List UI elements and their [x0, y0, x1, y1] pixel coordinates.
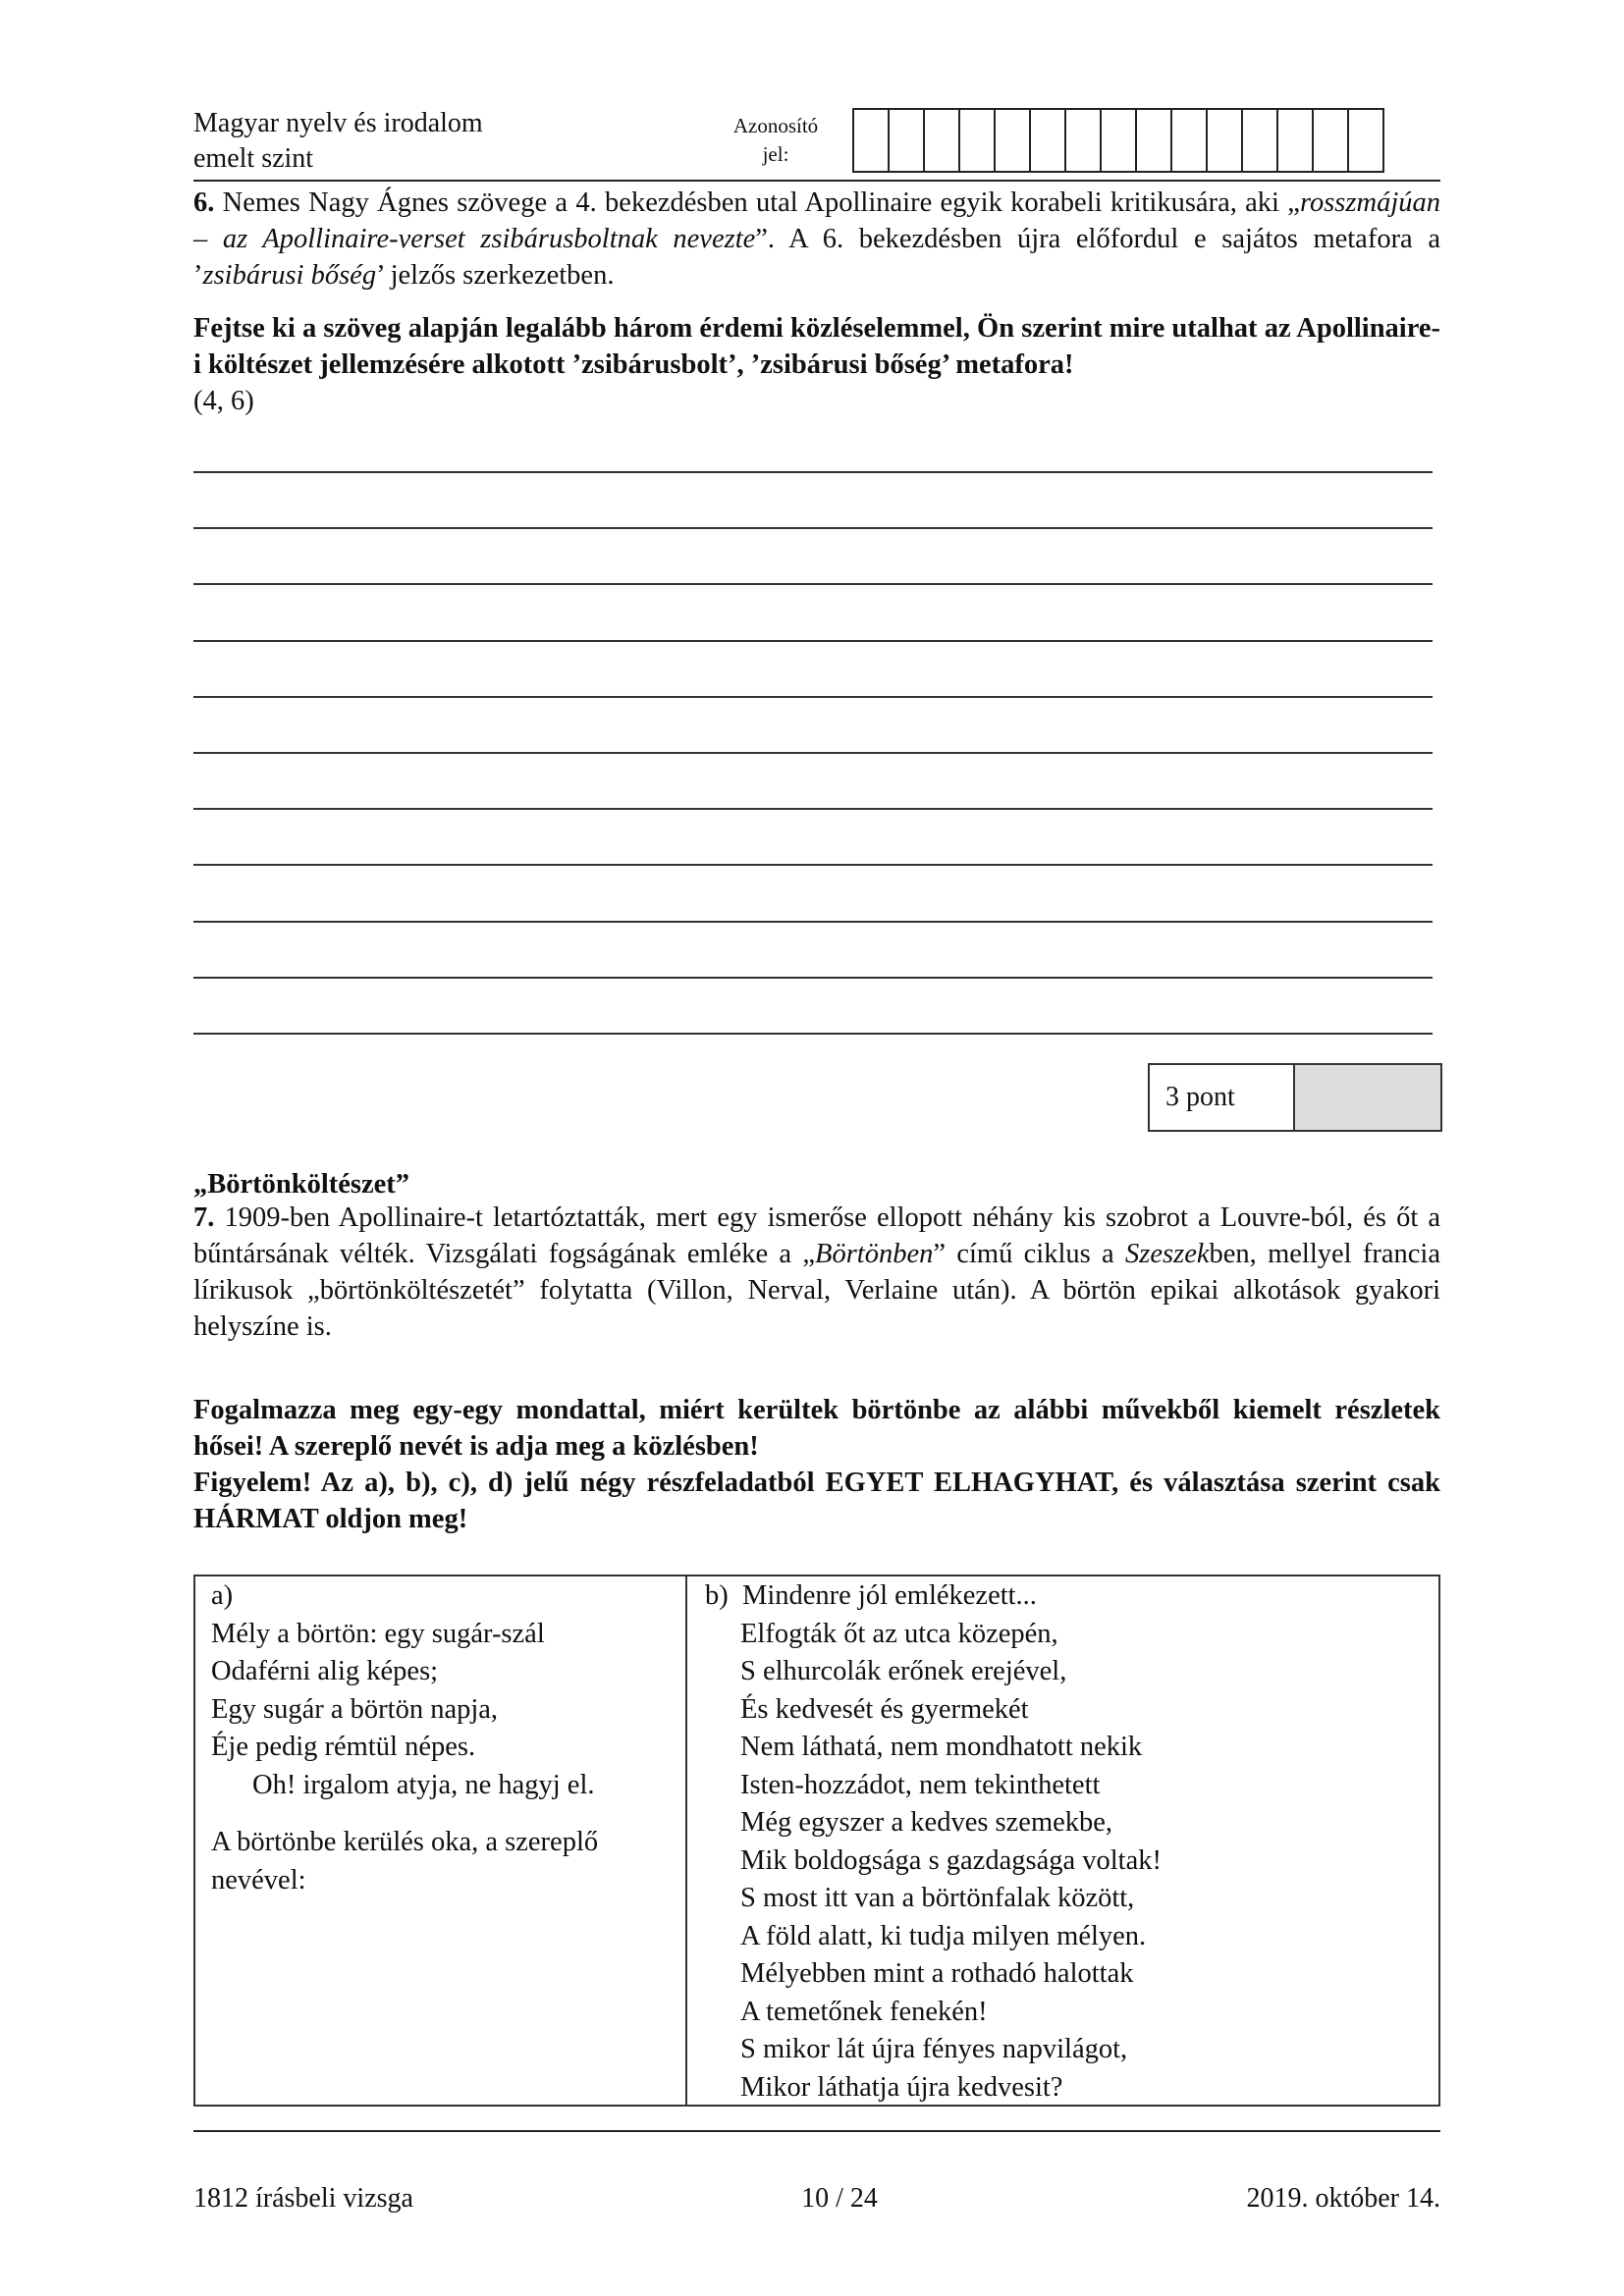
- answer-line[interactable]: [193, 977, 1433, 979]
- excerpt-a: a) Mély a börtön: egy sugár-szál Odaférni alig képes; Egy sugár a börtön napja, Éje pedig rémtül népes. Oh! irgalom atyja, ne hagyj el. A börtönbe kerülés oka, a szereplő nevével:: [195, 1576, 687, 2105]
- id-digit-box[interactable]: [1276, 108, 1314, 173]
- task6-number: 6.: [193, 187, 215, 218]
- excerpt-a-label: a): [211, 1580, 234, 1611]
- task6-intro: 6. Nemes Nagy Ágnes szövege a 4. bekezdésben utal Apollinaire egyik korabeli kritikusára, aki „rosszmájúan – az Apollinaire-verset zsibárusboltnak nevezte”. A 6. bekezdésben újra előfordul e sajátos metafora a ’zsibárusi bőség’ jelzős szerkezetben.: [193, 187, 1440, 291]
- task6-phrase: zsibárusi bőség: [202, 260, 377, 291]
- footer-divider: [193, 2130, 1440, 2132]
- id-digit-box[interactable]: [923, 108, 960, 173]
- excerpt-b-label: b): [705, 1580, 729, 1611]
- id-digit-box[interactable]: [1029, 108, 1066, 173]
- id-code-boxes[interactable]: [854, 108, 1384, 173]
- id-digit-box[interactable]: [958, 108, 996, 173]
- answer-line[interactable]: [193, 640, 1433, 642]
- score-label: 3 pont: [1150, 1065, 1295, 1130]
- header-divider: [193, 180, 1440, 182]
- task7-intro: 7. 1909-ben Apollinaire-t letartóztatták, mert egy ismerőse ellopott néhány kis szobrot a Louvre-ból, és őt a bűntársának vélték. Vizsgálati fogságának emléke a „Börtönben” című ciklus a Szeszekben, mellyel francia lírikusok „börtönköltészetét” folytatta (Villon, Nerval, Verlaine után). A börtön epikai alkotások gyakori helyszíne is.: [193, 1202, 1440, 1342]
- answer-line[interactable]: [193, 808, 1433, 810]
- excerpt-b: b) Mindenre jól emlékezett... Elfogták őt az utca közepén, S elhurcolák erőnek erejével, És kedvesét és gyermekét Nem láthatá, nem mondhatott nekik Isten-hozzádot, nem tekinthetett Még egyszer a kedves szemekbe, Mik boldogsága s gazdagsága voltak! S most itt van a börtönfalak között, A föld alatt, ki tudja milyen mélyen. Mélyebben mint a rothadó halottak A temetőnek fenekén! S mikor lát újra fényes napvilágot, Mikor láthatja újra kedvesit?: [705, 1580, 1162, 2103]
- answer-line[interactable]: [193, 921, 1433, 923]
- id-digit-box[interactable]: [1312, 108, 1349, 173]
- id-digit-box[interactable]: [1170, 108, 1208, 173]
- id-digit-box[interactable]: [1206, 108, 1243, 173]
- id-digit-box[interactable]: [1347, 108, 1384, 173]
- task7-number: 7.: [193, 1202, 215, 1233]
- answer-line[interactable]: [193, 471, 1433, 473]
- task6-quote: rosszmájúan – az Apollinaire-verset zsibárusboltnak nevezte: [193, 187, 1440, 254]
- id-digit-box[interactable]: [888, 108, 925, 173]
- answer-line[interactable]: [193, 583, 1433, 585]
- score-box: [1148, 1063, 1442, 1132]
- score-field[interactable]: [1295, 1065, 1440, 1130]
- task7-warning: Figyelem! Az a), b), c), d) jelű négy részfeladatból EGYET ELHAGYHAT, és választása szerint csak HÁRMAT oldjon meg!: [193, 1468, 1440, 1534]
- id-label: Azonosító jel:: [732, 114, 819, 166]
- answer-line[interactable]: [193, 696, 1433, 698]
- subject-header: [193, 106, 483, 177]
- task6-instruction: Fejtse ki a szöveg alapján legalább három érdemi közléselemmel, Ön szerint mire utalhat az Apollinaire-i költészet jellemzésére alkotott ’zsibárusbolt’, ’zsibárusi bőség’ metafora!: [193, 313, 1440, 380]
- excerpt-a-prompt: A börtönbe kerülés oka, a szereplő: [211, 1827, 599, 1857]
- excerpt-a-refrain: Oh! irgalom atyja, ne hagyj el.: [252, 1769, 595, 1800]
- id-digit-box[interactable]: [1135, 108, 1172, 173]
- answer-line[interactable]: [193, 527, 1433, 529]
- id-digit-box[interactable]: [852, 108, 890, 173]
- id-digit-box[interactable]: [994, 108, 1031, 173]
- task6-reference: (4, 6): [193, 386, 254, 416]
- footer-page-number: 10 / 24: [801, 2183, 878, 2214]
- footer-date: 2019. október 14.: [1246, 2183, 1440, 2214]
- id-digit-box[interactable]: [1100, 108, 1137, 173]
- section-title: „Börtönköltészet”: [193, 1169, 410, 1200]
- id-digit-box[interactable]: [1064, 108, 1102, 173]
- id-digit-box[interactable]: [1241, 108, 1278, 173]
- answer-line[interactable]: [193, 752, 1433, 754]
- answer-line[interactable]: [193, 864, 1433, 866]
- task7-instruction: Fogalmazza meg egy-egy mondattal, miért kerültek börtönbe az alábbi művekből kiemelt részletek hősei! A szereplő nevét is adja meg a közlésben!: [193, 1395, 1440, 1462]
- subject-name: Magyar nyelv és irodalom: [193, 108, 483, 138]
- answer-line[interactable]: [193, 1033, 1433, 1035]
- subject-level: emelt szint: [193, 143, 314, 174]
- excerpt-table: [193, 1575, 1440, 2107]
- footer-exam-code: 1812 írásbeli vizsga: [193, 2183, 413, 2214]
